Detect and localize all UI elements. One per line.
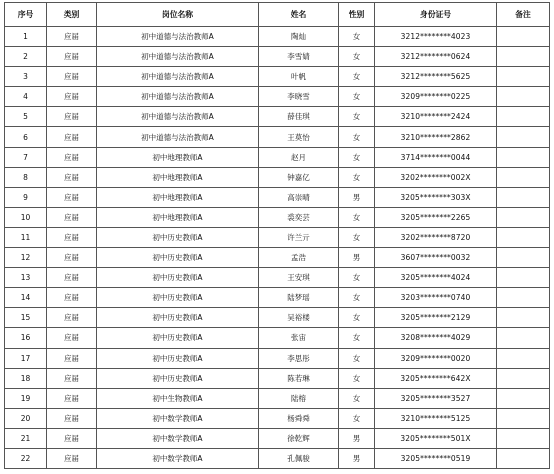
cell-id: 3208********4029	[375, 328, 497, 348]
cell-id: 3212********4023	[375, 27, 497, 47]
cell-note	[497, 428, 550, 448]
cell-no: 17	[5, 348, 47, 368]
cell-type: 应届	[47, 248, 97, 268]
header-id: 身份证号	[375, 3, 497, 27]
cell-note	[497, 348, 550, 368]
cell-id: 3212********0624	[375, 47, 497, 67]
cell-position: 初中数学教师A	[97, 408, 259, 428]
cell-type: 应届	[47, 27, 97, 47]
table-row	[5, 408, 550, 428]
cell-note	[497, 87, 550, 107]
cell-name: 薛佳琪	[259, 107, 339, 127]
cell-position: 初中历史教师A	[97, 368, 259, 388]
table-row	[5, 87, 550, 107]
cell-name: 李雪婧	[259, 47, 339, 67]
cell-id: 3210********2862	[375, 127, 497, 147]
cell-id: 3210********2424	[375, 107, 497, 127]
cell-no: 11	[5, 227, 47, 247]
table-row	[5, 147, 550, 167]
cell-type: 应届	[47, 368, 97, 388]
cell-sex: 男	[339, 448, 375, 468]
cell-id: 3205********3527	[375, 388, 497, 408]
cell-id: 3205********0519	[375, 448, 497, 468]
cell-sex: 女	[339, 207, 375, 227]
cell-sex: 女	[339, 227, 375, 247]
cell-position: 初中历史教师A	[97, 348, 259, 368]
cell-sex: 女	[339, 388, 375, 408]
cell-no: 4	[5, 87, 47, 107]
table-row	[5, 428, 550, 448]
cell-name: 徐乾辉	[259, 428, 339, 448]
cell-note	[497, 127, 550, 147]
cell-id: 3205********4024	[375, 268, 497, 288]
cell-no: 2	[5, 47, 47, 67]
cell-position: 初中地理教师A	[97, 147, 259, 167]
cell-sex: 女	[339, 328, 375, 348]
cell-name: 陶灿	[259, 27, 339, 47]
cell-no: 20	[5, 408, 47, 428]
header-type: 类别	[47, 3, 97, 27]
cell-position: 初中地理教师A	[97, 187, 259, 207]
cell-sex: 女	[339, 268, 375, 288]
cell-note	[497, 288, 550, 308]
cell-note	[497, 207, 550, 227]
cell-name: 李晓雪	[259, 87, 339, 107]
cell-name: 裘奕芸	[259, 207, 339, 227]
cell-type: 应届	[47, 207, 97, 227]
cell-position: 初中历史教师A	[97, 308, 259, 328]
cell-name: 陈若琳	[259, 368, 339, 388]
cell-id: 3212********5625	[375, 67, 497, 87]
cell-position: 初中数学教师A	[97, 428, 259, 448]
cell-type: 应届	[47, 107, 97, 127]
cell-type: 应届	[47, 47, 97, 67]
cell-note	[497, 187, 550, 207]
cell-no: 1	[5, 27, 47, 47]
cell-id: 3210********5125	[375, 408, 497, 428]
table-row	[5, 328, 550, 348]
cell-sex: 女	[339, 147, 375, 167]
applicant-table-container	[4, 2, 550, 469]
cell-position: 初中道德与法治教师A	[97, 47, 259, 67]
cell-no: 14	[5, 288, 47, 308]
cell-no: 10	[5, 207, 47, 227]
cell-name: 杨舜舜	[259, 408, 339, 428]
cell-position: 初中道德与法治教师A	[97, 107, 259, 127]
cell-sex: 女	[339, 348, 375, 368]
cell-position: 初中数学教师A	[97, 448, 259, 468]
cell-type: 应届	[47, 127, 97, 147]
cell-id: 3205********642X	[375, 368, 497, 388]
cell-note	[497, 448, 550, 468]
cell-sex: 女	[339, 107, 375, 127]
cell-no: 9	[5, 187, 47, 207]
cell-sex: 男	[339, 248, 375, 268]
table-row	[5, 27, 550, 47]
cell-name: 钟嘉亿	[259, 167, 339, 187]
cell-position: 初中历史教师A	[97, 227, 259, 247]
cell-type: 应届	[47, 288, 97, 308]
cell-position: 初中地理教师A	[97, 207, 259, 227]
cell-type: 应届	[47, 87, 97, 107]
cell-position: 初中历史教师A	[97, 268, 259, 288]
cell-type: 应届	[47, 328, 97, 348]
cell-note	[497, 268, 550, 288]
cell-no: 8	[5, 167, 47, 187]
cell-id: 3607********0032	[375, 248, 497, 268]
cell-sex: 女	[339, 368, 375, 388]
cell-type: 应届	[47, 227, 97, 247]
cell-note	[497, 328, 550, 348]
cell-position: 初中道德与法治教师A	[97, 87, 259, 107]
cell-name: 张宙	[259, 328, 339, 348]
cell-name: 赵月	[259, 147, 339, 167]
cell-note	[497, 107, 550, 127]
cell-type: 应届	[47, 67, 97, 87]
cell-type: 应届	[47, 348, 97, 368]
cell-type: 应届	[47, 187, 97, 207]
cell-position: 初中道德与法治教师A	[97, 27, 259, 47]
cell-name: 陆梦瑶	[259, 288, 339, 308]
cell-type: 应届	[47, 428, 97, 448]
cell-name: 高崇晴	[259, 187, 339, 207]
applicant-table	[4, 2, 550, 469]
cell-id: 3202********002X	[375, 167, 497, 187]
cell-sex: 女	[339, 288, 375, 308]
cell-note	[497, 388, 550, 408]
cell-position: 初中历史教师A	[97, 288, 259, 308]
cell-position: 初中道德与法治教师A	[97, 67, 259, 87]
cell-type: 应届	[47, 448, 97, 468]
cell-id: 3205********501X	[375, 428, 497, 448]
cell-id: 3202********8720	[375, 227, 497, 247]
table-row	[5, 248, 550, 268]
cell-name: 孔佩骏	[259, 448, 339, 468]
cell-position: 初中历史教师A	[97, 248, 259, 268]
cell-no: 22	[5, 448, 47, 468]
cell-sex: 女	[339, 87, 375, 107]
cell-no: 19	[5, 388, 47, 408]
table-row	[5, 448, 550, 468]
cell-note	[497, 147, 550, 167]
cell-name: 孟浩	[259, 248, 339, 268]
cell-id: 3205********2129	[375, 308, 497, 328]
cell-id: 3205********303X	[375, 187, 497, 207]
cell-no: 5	[5, 107, 47, 127]
cell-id: 3205********2265	[375, 207, 497, 227]
cell-sex: 女	[339, 127, 375, 147]
table-row	[5, 368, 550, 388]
table-row	[5, 308, 550, 328]
cell-position: 初中道德与法治教师A	[97, 127, 259, 147]
cell-note	[497, 27, 550, 47]
table-row	[5, 348, 550, 368]
cell-note	[497, 167, 550, 187]
header-no: 序号	[5, 3, 47, 27]
cell-note	[497, 368, 550, 388]
cell-type: 应届	[47, 167, 97, 187]
table-row	[5, 127, 550, 147]
cell-name: 叶帆	[259, 67, 339, 87]
cell-type: 应届	[47, 388, 97, 408]
cell-type: 应届	[47, 408, 97, 428]
header-note: 备注	[497, 3, 550, 27]
table-header-row	[5, 3, 550, 27]
table-row	[5, 107, 550, 127]
cell-no: 3	[5, 67, 47, 87]
table-row	[5, 187, 550, 207]
cell-sex: 女	[339, 167, 375, 187]
cell-name: 李思彤	[259, 348, 339, 368]
cell-name: 许兰亓	[259, 227, 339, 247]
cell-name: 王安琪	[259, 268, 339, 288]
cell-no: 12	[5, 248, 47, 268]
table-row	[5, 388, 550, 408]
cell-sex: 女	[339, 27, 375, 47]
cell-id: 3714********0044	[375, 147, 497, 167]
cell-type: 应届	[47, 147, 97, 167]
header-name: 姓名	[259, 3, 339, 27]
header-sex: 性别	[339, 3, 375, 27]
cell-note	[497, 227, 550, 247]
cell-name: 陆榕	[259, 388, 339, 408]
cell-no: 7	[5, 147, 47, 167]
cell-no: 16	[5, 328, 47, 348]
cell-id: 3209********0020	[375, 348, 497, 368]
table-row	[5, 288, 550, 308]
table-row	[5, 67, 550, 87]
cell-type: 应届	[47, 268, 97, 288]
cell-no: 15	[5, 308, 47, 328]
cell-position: 初中地理教师A	[97, 167, 259, 187]
cell-no: 6	[5, 127, 47, 147]
cell-no: 21	[5, 428, 47, 448]
cell-note	[497, 408, 550, 428]
cell-note	[497, 67, 550, 87]
cell-sex: 女	[339, 308, 375, 328]
cell-name: 吴裕楼	[259, 308, 339, 328]
cell-sex: 女	[339, 408, 375, 428]
table-row	[5, 227, 550, 247]
table-row	[5, 207, 550, 227]
cell-note	[497, 308, 550, 328]
table-row	[5, 47, 550, 67]
cell-position: 初中历史教师A	[97, 328, 259, 348]
cell-note	[497, 47, 550, 67]
header-position: 岗位名称	[97, 3, 259, 27]
cell-sex: 男	[339, 428, 375, 448]
cell-no: 13	[5, 268, 47, 288]
cell-id: 3203********0740	[375, 288, 497, 308]
cell-note	[497, 248, 550, 268]
table-row	[5, 268, 550, 288]
cell-id: 3209********0225	[375, 87, 497, 107]
table-row	[5, 167, 550, 187]
table-body	[5, 27, 550, 469]
cell-type: 应届	[47, 308, 97, 328]
cell-position: 初中生物教师A	[97, 388, 259, 408]
cell-sex: 女	[339, 47, 375, 67]
cell-no: 18	[5, 368, 47, 388]
cell-name: 王莫怡	[259, 127, 339, 147]
cell-sex: 女	[339, 67, 375, 87]
cell-sex: 男	[339, 187, 375, 207]
